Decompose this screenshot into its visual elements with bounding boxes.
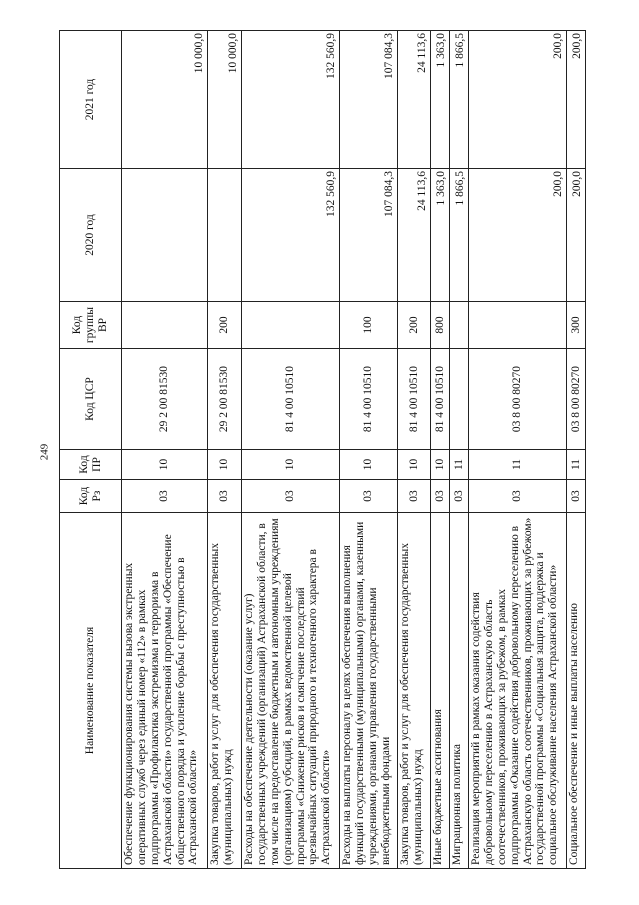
header-pr: Код ПР [60, 450, 122, 480]
row-2020: 132 560,9 [242, 169, 340, 302]
row-pr: 10 [122, 450, 208, 480]
row-csr: 03 8 00 80270 [567, 349, 586, 450]
header-vr: Код группы ВР [60, 302, 122, 349]
header-rz: Код Рз [60, 480, 122, 513]
row-rz: 03 [398, 480, 431, 513]
page-number: 249 [38, 443, 50, 461]
row-2021: 10 000,0 [208, 31, 242, 169]
header-2021: 2021 год [60, 31, 122, 169]
row-csr: 81 4 00 10510 [340, 349, 398, 450]
table-row [208, 31, 242, 869]
row-csr: 81 4 00 10510 [431, 349, 450, 450]
row-2020: 107 084,3 [340, 169, 398, 302]
row-name: Социальное обеспечение и иные выплаты населению [567, 513, 586, 869]
row-2020: 1 866,5 [450, 169, 469, 302]
row-vr: 200 [398, 302, 431, 349]
row-pr: 11 [469, 450, 567, 480]
row-vr [450, 302, 469, 349]
row-name: Реализация мероприятий в рамках оказания содействия добровольному переселению в Астраханскую область соотечественников, проживающих за рубежом, в рамках подпрограммы «Оказание содействия добровольному переселению в Астраханскую область соотечественников, проживающих за рубежом» государственной программы «Социальная защита, поддержка и социальное обслуживание населения Астраханской области» [469, 513, 567, 869]
table-row [340, 31, 398, 869]
row-vr: 800 [431, 302, 450, 349]
row-rz: 03 [567, 480, 586, 513]
row-2021: 10 000,0 [122, 31, 208, 169]
row-vr [469, 302, 567, 349]
row-rz: 03 [469, 480, 567, 513]
row-vr: 300 [567, 302, 586, 349]
row-vr [242, 302, 340, 349]
row-pr: 10 [398, 450, 431, 480]
row-2021: 107 084,3 [340, 31, 398, 169]
row-name: Расходы на обеспечение деятельности (оказание услуг) государственных учреждений (организаций) Астраханской области, в том числе на предоставление бюджетным и автономным учреждениям (организациям) субсидий, в рамках ведомственной целевой программы «Снижение рисков и смягчение последствий чрезвычайных ситуаций природного и техногенного характера в Астраханской области» [242, 513, 340, 869]
row-rz: 03 [208, 480, 242, 513]
row-2021: 1 363,0 [431, 31, 450, 169]
row-csr: 81 4 00 10510 [242, 349, 340, 450]
row-pr: 10 [431, 450, 450, 480]
row-2020: 200,0 [567, 169, 586, 302]
row-rz: 03 [340, 480, 398, 513]
row-csr: 81 4 00 10510 [398, 349, 431, 450]
row-csr: 29 2 00 81530 [208, 349, 242, 450]
header-name: Наименование показателя [60, 513, 122, 869]
row-2020: 24 113,6 [398, 169, 431, 302]
table-row [567, 31, 586, 869]
table-row [450, 31, 469, 869]
row-vr [122, 302, 208, 349]
header-csr: Код ЦСР [60, 349, 122, 450]
row-pr: 10 [242, 450, 340, 480]
row-2020 [208, 169, 242, 302]
row-vr: 100 [340, 302, 398, 349]
row-csr: 03 8 00 80270 [469, 349, 567, 450]
row-name: Закупка товаров, работ и услуг для обеспечения государственных (муниципальных) нужд [208, 513, 242, 869]
row-2020 [122, 169, 208, 302]
row-name: Расходы на выплаты персоналу в целях обеспечения выполнения функций государственными (муниципальными) органами, казенными учреждениями, органами управления государственными внебюджетными фондами [340, 513, 398, 869]
row-name: Обеспечение функционирования системы вызова экстренных оперативных служб через единый номер «112» в рамках подпрограммы «Профилактика экстремизма и терроризма в Астраханской области» государственной программы «Обеспечение общественного порядка и усиление борьбы с преступностью в Астраханской области» [122, 513, 208, 869]
row-2021: 24 113,6 [398, 31, 431, 169]
row-2020: 1 363,0 [431, 169, 450, 302]
header-row [60, 31, 122, 869]
row-2021: 200,0 [567, 31, 586, 169]
budget-table [59, 30, 586, 869]
header-2020: 2020 год [60, 169, 122, 302]
row-name: Иные бюджетные ассигнования [431, 513, 450, 869]
row-name: Закупка товаров, работ и услуг для обеспечения государственных (муниципальных) нужд [398, 513, 431, 869]
row-pr: 10 [340, 450, 398, 480]
row-pr: 10 [208, 450, 242, 480]
row-pr: 11 [567, 450, 586, 480]
table-row [398, 31, 431, 869]
budget-table-frame [59, 31, 585, 869]
row-vr: 200 [208, 302, 242, 349]
row-2020: 200,0 [469, 169, 567, 302]
table-row [469, 31, 567, 869]
row-rz: 03 [242, 480, 340, 513]
row-2021: 200,0 [469, 31, 567, 169]
row-2021: 1 866,5 [450, 31, 469, 169]
row-rz: 03 [450, 480, 469, 513]
table-row [122, 31, 208, 869]
row-csr: 29 2 00 81530 [122, 349, 208, 450]
row-name: Миграционная политика [450, 513, 469, 869]
table-row [431, 31, 450, 869]
table-row [242, 31, 340, 869]
row-2021: 132 560,9 [242, 31, 340, 169]
row-pr: 11 [450, 450, 469, 480]
row-rz: 03 [431, 480, 450, 513]
row-rz: 03 [122, 480, 208, 513]
row-csr [450, 349, 469, 450]
